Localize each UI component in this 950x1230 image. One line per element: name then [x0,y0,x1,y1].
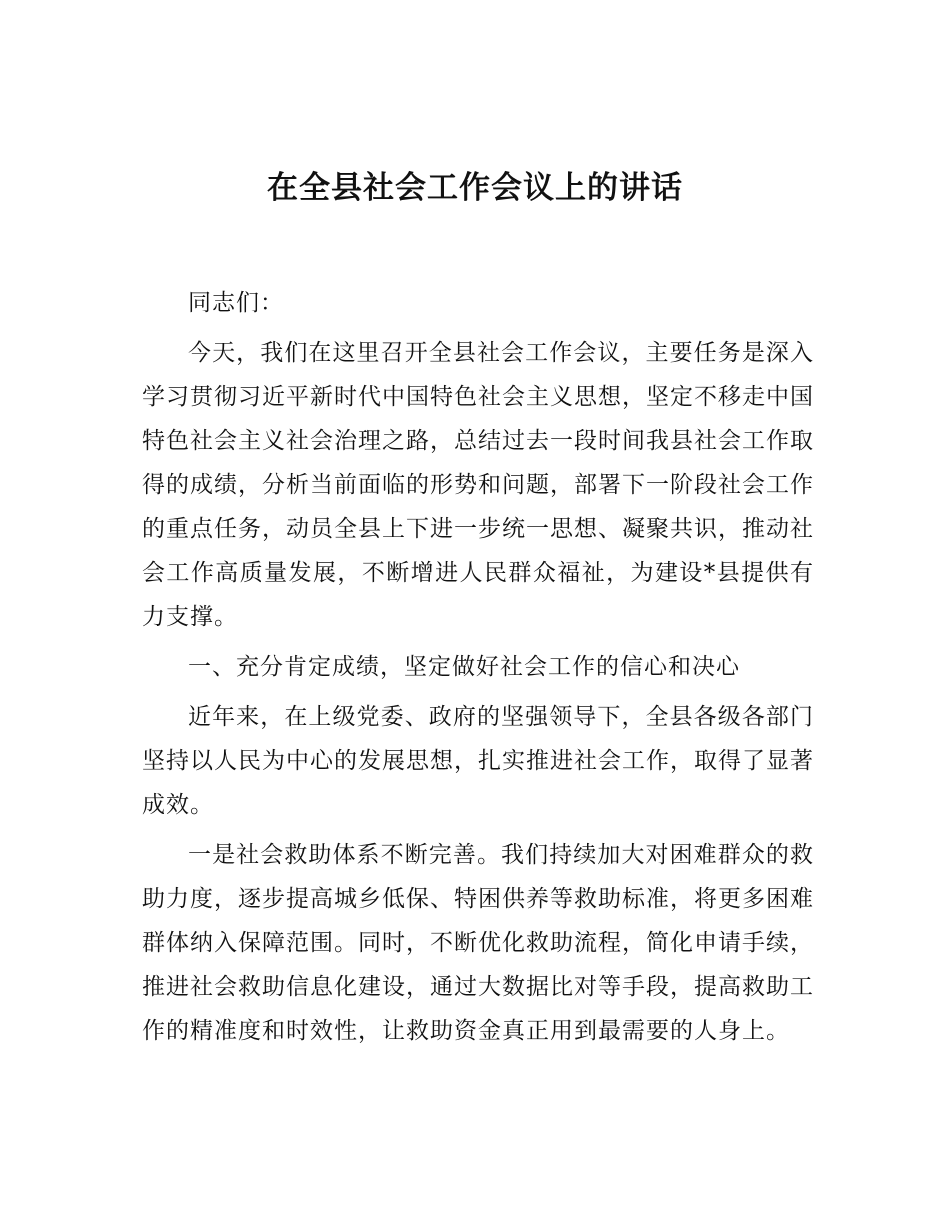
paragraph-social-assistance: 一是社会救助体系不断完善。我们持续加大对困难群众的救助力度，逐步提高城乡低保、特困供养等救助标准，将更多困难群体纳入保障范围。同时，不断优化救助流程，简化申请手续，推进社会救助信息化建设，通过大数据比对等手段，提高救助工作的精准度和时效性，让救助资金真正用到最需要的人身上。 [142,842,814,1044]
paragraph-intro: 今天，我们在这里召开全县社会工作会议，主要任务是深入学习贯彻习近平新时代中国特色社会主义思想，坚定不移走中国特色社会主义社会治理之路，总结过去一段时间我县社会工作取得的成绩，分析当前面临的形势和问题，部署下一阶段社会工作的重点任务，动员全县上下进一步统一思想、凝聚共识，推动社会工作高质量发展，不断增进人民群众福祉，为建设*县提供有力支撑。 [142,340,814,630]
paragraph-achievements: 近年来，在上级党委、政府的坚强领导下，全县各级各部门坚持以人民为中心的发展思想，扎实推进社会工作，取得了显著成效。 [142,704,814,818]
section-heading-1: 一、充分肯定成绩，坚定做好社会工作的信心和决心 [188,654,740,680]
document-title: 在全县社会工作会议上的讲话 [267,170,683,206]
salutation: 同志们： [188,290,284,316]
document-body [142,281,814,1053]
